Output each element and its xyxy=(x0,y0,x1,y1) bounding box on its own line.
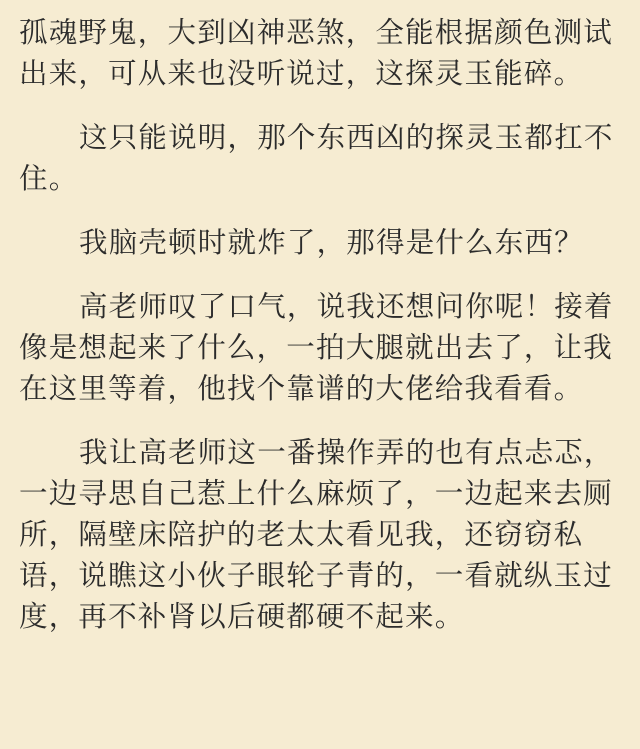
article-text xyxy=(19,12,621,660)
text-line: 度，再不补肾以后硬都硬不起来。 xyxy=(19,600,465,633)
text-line: 所，隔壁床陪护的老太太看见我，还窃窃私 xyxy=(19,518,584,551)
text-line: 在这里等着，他找个靠谱的大佬给我看看。 xyxy=(19,372,584,405)
text-line: 这只能说明，那个东西凶的探灵玉都扛不 xyxy=(79,121,614,154)
text-line: 孤魂野鬼，大到凶神恶煞，全能根据颜色测试 xyxy=(19,16,614,49)
text-line: 我脑壳顿时就炸了，那得是什么东西？ xyxy=(79,226,584,259)
text-line: 高老师叹了口气，说我还想问你呢！接着 xyxy=(79,290,614,323)
paragraph-4 xyxy=(19,286,621,409)
text-line: 住。 xyxy=(19,162,79,195)
paragraph-2 xyxy=(19,117,621,199)
text-line: 一边寻思自己惹上什么麻烦了，一边起来去厕 xyxy=(19,477,614,510)
text-line: 像是想起来了什么，一拍大腿就出去了，让我 xyxy=(19,331,614,364)
paragraph-5 xyxy=(19,432,621,637)
text-line: 语，说瞧这小伙子眼轮子青的，一看就纵玉过 xyxy=(19,559,614,592)
paragraph-1 xyxy=(19,12,621,94)
paragraph-3 xyxy=(19,222,621,263)
text-line: 出来，可从来也没听说过，这探灵玉能碎。 xyxy=(19,57,584,90)
text-line: 我让高老师这一番操作弄的也有点忐忑， xyxy=(79,436,614,469)
